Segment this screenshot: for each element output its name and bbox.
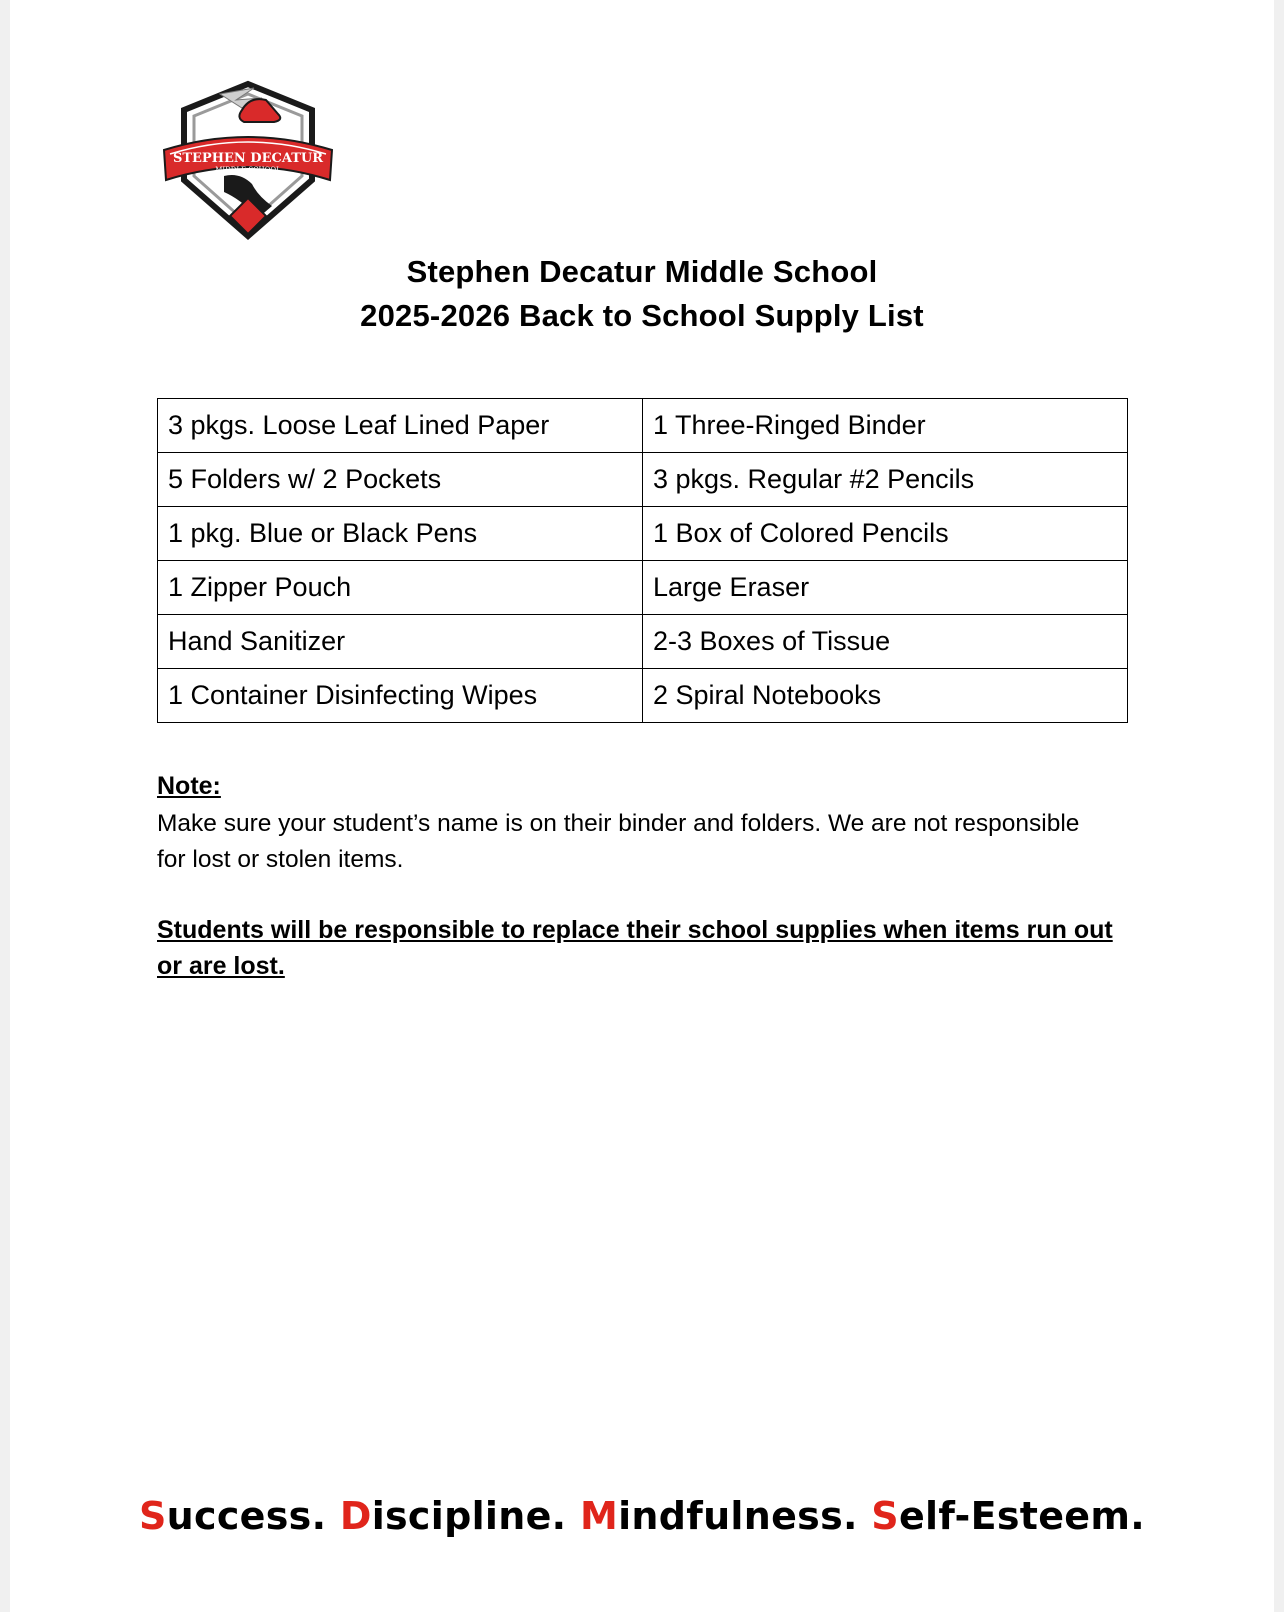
- list-title: 2025-2026 Back to School Supply List: [360, 298, 924, 333]
- supply-item: 5 Folders w/ 2 Pockets: [158, 453, 643, 507]
- supply-item: 3 pkgs. Regular #2 Pencils: [643, 453, 1128, 507]
- motto-word: elf-Esteem.: [898, 1494, 1146, 1538]
- supply-item: 1 Box of Colored Pencils: [643, 507, 1128, 561]
- supply-item: Large Eraser: [643, 561, 1128, 615]
- school-logo: [162, 80, 334, 240]
- table-row: [158, 669, 1128, 723]
- replacement-warning: Students will be responsible to replace their school supplies when items run out or are lost.: [157, 916, 1113, 980]
- table-row: [158, 507, 1128, 561]
- header: [0, 250, 1284, 338]
- supply-item: 3 pkgs. Loose Leaf Lined Paper: [158, 399, 643, 453]
- table-row: [158, 399, 1128, 453]
- motto-initial: M: [579, 1494, 619, 1538]
- motto-initial: D: [339, 1494, 372, 1538]
- school-name: Stephen Decatur Middle School: [406, 254, 878, 289]
- supply-item: 1 Zipper Pouch: [158, 561, 643, 615]
- motto-word: uccess.: [166, 1494, 340, 1538]
- table-row: [158, 453, 1128, 507]
- note-heading: Note:: [157, 772, 221, 800]
- table-row: [158, 561, 1128, 615]
- supply-item: 2 Spiral Notebooks: [643, 669, 1128, 723]
- supply-item: 2-3 Boxes of Tissue: [643, 615, 1128, 669]
- motto-initial: S: [871, 1494, 899, 1538]
- table-row: [158, 615, 1128, 669]
- school-motto: [0, 1494, 1284, 1538]
- note-text: Make sure your student’s name is on their binder and folders. We are not responsible for lost or stolen items.: [157, 810, 1080, 873]
- supply-table: [157, 398, 1128, 723]
- motto-word: indfulness.: [618, 1494, 872, 1538]
- supply-item: 1 Container Disinfecting Wipes: [158, 669, 643, 723]
- logo-banner-text: STEPHEN DECATUR: [172, 151, 324, 166]
- motto-initial: S: [138, 1494, 167, 1538]
- supply-item: 1 pkg. Blue or Black Pens: [158, 507, 643, 561]
- logo-banner-subtext: MIDDLE SCHOOL: [215, 166, 281, 174]
- supply-item: Hand Sanitizer: [158, 615, 643, 669]
- motto-word: iscipline.: [371, 1494, 580, 1538]
- supply-item: 1 Three-Ringed Binder: [643, 399, 1128, 453]
